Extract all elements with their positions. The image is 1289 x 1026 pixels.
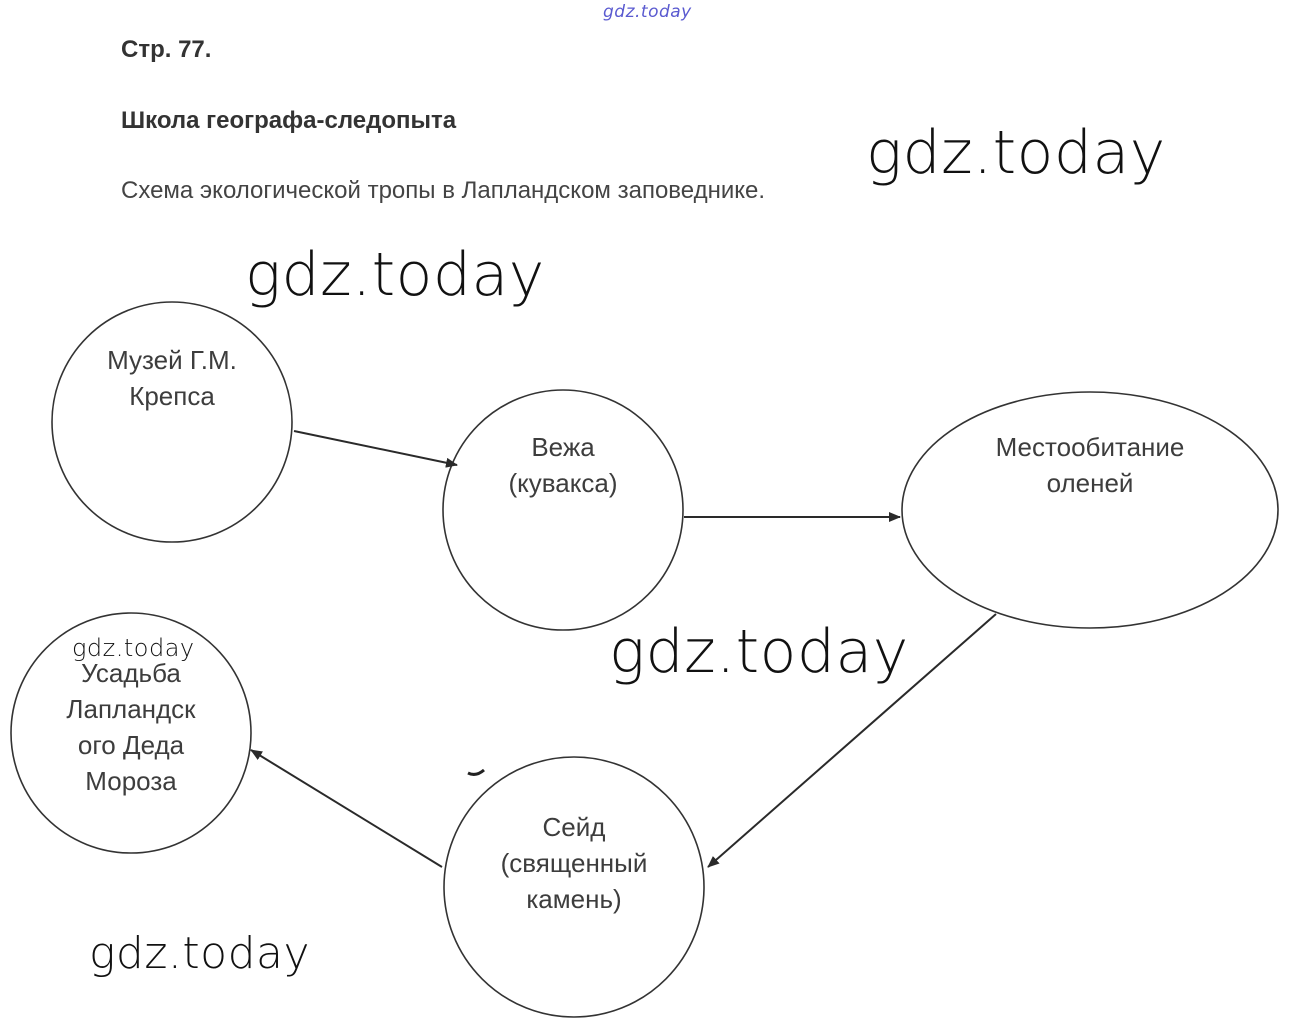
node-estate-label: Усадьба Лапландск ого Деда Мороза (66, 658, 196, 796)
diagram-caption: Схема экологической тропы в Лапландском заповеднике. (121, 177, 766, 204)
watermark: gdz.today (72, 634, 195, 662)
section-title: Школа географа-следопыта (121, 107, 457, 134)
watermark: gdz.today (866, 118, 1166, 188)
watermark-top: gdz.today (603, 2, 692, 22)
node-seid-label: Сейд (священный камень) (500, 812, 648, 914)
watermark: gdz.today (89, 928, 311, 979)
node-vezha-circle (443, 390, 683, 630)
node-deer-label: Местообитание оленей (995, 432, 1185, 498)
page-number: Стр. 77. (121, 36, 212, 63)
watermark: gdz.today (245, 240, 545, 310)
watermark: gdz.today (609, 617, 909, 687)
stray-mark (468, 770, 484, 774)
node-vezha-label: Вежа (кувакса) (508, 432, 618, 498)
edge-seid-to-estate (251, 750, 442, 867)
node-museum-circle (52, 302, 292, 542)
node-museum-label: Музей Г.М. Крепса (107, 345, 237, 411)
edge-museum-to-vezha (294, 431, 457, 465)
node-deer-ellipse (902, 392, 1278, 628)
